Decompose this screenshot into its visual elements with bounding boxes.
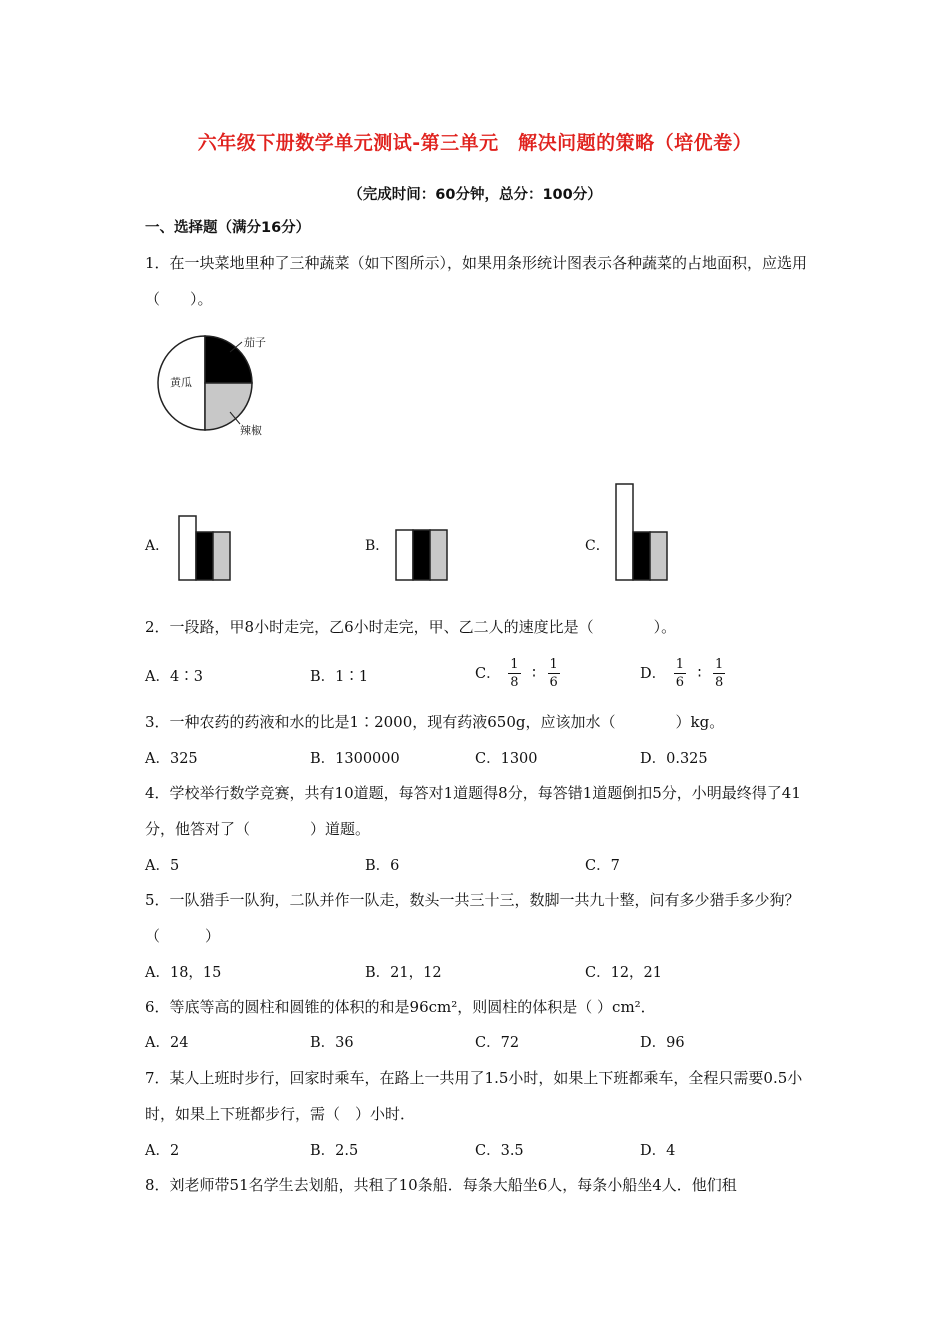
option-c[interactable]: C．12，21 xyxy=(585,965,662,981)
pie-label-eggplant: 茄子 xyxy=(244,336,266,349)
option-c[interactable]: C．72 xyxy=(475,1035,520,1051)
option-d[interactable]: D．0.325 xyxy=(640,751,708,767)
numerator: 1 xyxy=(715,657,724,672)
pie-chart xyxy=(150,330,280,440)
option-b-bar-chart[interactable] xyxy=(395,528,450,582)
bar-eggplant xyxy=(196,532,213,580)
fraction xyxy=(548,656,560,691)
option-b[interactable]: B．1300000 xyxy=(310,751,400,767)
bar-pepper xyxy=(430,530,447,580)
question-4: 4．学校举行数学竞赛，共有10道题，每答对1道题得8分，每答错1道题倒扣5分，小明最终得了41分，他答对了（ ）道题。 xyxy=(145,784,801,838)
pie-slice-pepper xyxy=(205,383,252,430)
option-a[interactable]: A．4∶3 xyxy=(145,669,203,685)
question-6: 6．等底等高的圆柱和圆锥的体积的和是96cm²，则圆柱的体积是（ ）cm²． xyxy=(145,998,656,1016)
question-4-options xyxy=(145,852,810,880)
question-2: 2．一段路，甲8小时走完，乙6小时走完，甲、乙二人的速度比是（ ）。 xyxy=(145,618,677,636)
question-3-options xyxy=(145,745,810,773)
option-d[interactable]: D．4 xyxy=(640,1143,676,1159)
pie-label-pepper: 辣椒 xyxy=(240,424,262,437)
page-title: 六年级下册数学单元测试-第三单元 解决问题的策略（培优卷） xyxy=(197,132,753,154)
question-7: 7．某人上班时步行，回家时乘车，在路上一共用了1.5小时，如果上下班都乘车，全程只需要0.5小时，如果上下班都步行，需（ ）小时． xyxy=(145,1069,803,1123)
bar-pepper xyxy=(213,532,230,580)
question-5-options xyxy=(145,959,810,987)
option-d-label: D． xyxy=(640,665,667,682)
fraction xyxy=(674,656,686,691)
bar-cucumber xyxy=(179,516,196,580)
option-label-a[interactable]: A． xyxy=(145,538,170,554)
numerator: 1 xyxy=(675,657,685,672)
section-heading: 一、选择题（满分16分） xyxy=(145,220,311,236)
bar-eggplant xyxy=(633,532,650,580)
option-label-b[interactable]: B． xyxy=(365,538,390,554)
ratio-sign: ∶ xyxy=(532,665,536,682)
option-b[interactable]: B．2.5 xyxy=(310,1143,359,1159)
question-2-options xyxy=(145,656,810,698)
option-d[interactable]: D．96 xyxy=(640,1035,685,1051)
option-b[interactable]: B．1∶1 xyxy=(310,669,369,685)
denominator: 8 xyxy=(715,675,724,690)
bar-cucumber xyxy=(616,484,633,580)
fraction xyxy=(508,656,520,691)
denominator: 6 xyxy=(549,675,558,690)
question-8: 8．刘老师带51名学生去划船，共租了10条船．每条大船坐6人，每条小船坐4人．他们租 xyxy=(145,1176,737,1194)
option-b[interactable]: B．21，12 xyxy=(365,965,442,981)
option-a[interactable]: A．24 xyxy=(145,1035,189,1051)
numerator: 1 xyxy=(549,657,558,672)
question-3: 3．一种农药的药液和水的比是1∶2000，现有药液650g，应该加水（ ）kg。 xyxy=(145,713,725,731)
bar-eggplant xyxy=(413,530,430,580)
option-c-label: C． xyxy=(475,665,501,682)
option-d[interactable] xyxy=(640,656,728,691)
option-c[interactable]: C．1300 xyxy=(475,751,538,767)
question-5: 5．一队猎手一队狗，二队并作一队走，数头一共三十三，数脚一共九十整，问有多少猎手多少狗？（ ） xyxy=(145,891,800,945)
option-c[interactable]: C．7 xyxy=(585,858,620,874)
option-b[interactable]: B．36 xyxy=(310,1035,354,1051)
pie-label-cucumber: 黄瓜 xyxy=(170,376,192,389)
question-1: 1．在一块菜地里种了三种蔬菜（如下图所示），如果用条形统计图表示各种蔬菜的占地面积，应选用（ ）。 xyxy=(145,254,808,308)
option-a-bar-chart[interactable] xyxy=(178,514,233,582)
option-a[interactable]: A．18，15 xyxy=(145,965,222,981)
option-a[interactable]: A．2 xyxy=(145,1143,180,1159)
denominator: 8 xyxy=(510,675,519,690)
ratio-sign: ∶ xyxy=(697,665,702,682)
question-6-options xyxy=(145,1029,810,1057)
exam-info: （完成时间：60分钟，总分：100分） xyxy=(348,187,602,203)
option-a[interactable]: A．5 xyxy=(145,858,180,874)
option-label-c[interactable]: C． xyxy=(585,538,610,554)
bar-cucumber xyxy=(396,530,413,580)
fraction xyxy=(713,656,725,691)
option-c-bar-chart[interactable] xyxy=(615,482,670,582)
question-7-options xyxy=(145,1137,810,1165)
option-b[interactable]: B．6 xyxy=(365,858,400,874)
bar-pepper xyxy=(650,532,667,580)
option-c[interactable] xyxy=(475,656,563,691)
option-c[interactable]: C．3.5 xyxy=(475,1143,524,1159)
denominator: 6 xyxy=(675,675,685,690)
numerator: 1 xyxy=(510,657,519,672)
option-a[interactable]: A．325 xyxy=(145,751,198,767)
